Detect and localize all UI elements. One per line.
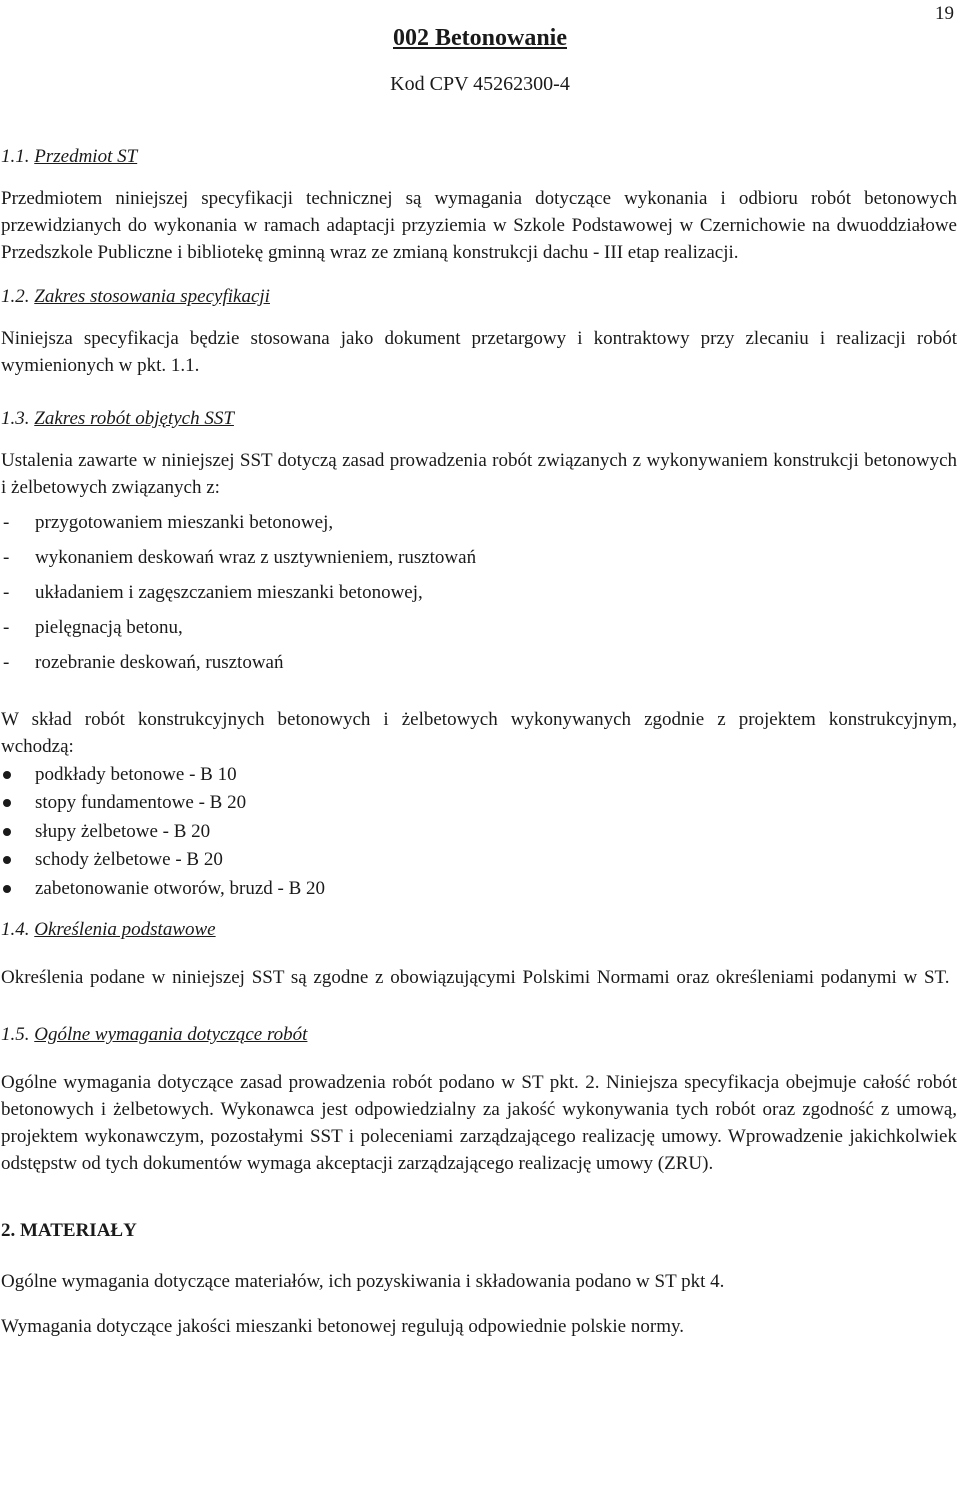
section-1-2-text: Niniejsza specyfikacja będzie stosowana jako dokument przetargowy i kontraktowy przy zlecaniu i realizacji robót wymienionych w pkt. 1.1. — [1, 328, 957, 376]
section-2-heading: 2. MATERIAŁY — [1, 1219, 137, 1241]
list-item: - pielęgnacją betonu, — [1, 614, 957, 649]
section-1-3-text-2: W skład robót konstrukcyjnych betonowych i żelbetowych wykonywanych zgodnie z projektem konstrukcyjnym, wchodzą: — [1, 709, 957, 757]
section-1-4-heading — [1, 916, 957, 943]
section-1-3-title: Zakres robót objętych SST — [34, 408, 234, 429]
section-1-5-text: Ogólne wymagania dotyczące zasad prowadzenia robót podano w ST pkt. 2. Niniejsza specyfikacja obejmuje całość robót betonowych i żelbetowych. Wykonawca jest odpowiedzialny za jakość wykonywania tych robót oraz zgodność z umową, projektem wykonawczym, pozostałymi SST i poleceniami zarządzającego realizację umowy. Wprowadzenie jakichkolwiek odstępstw od tych dokumentów wymaga akceptacji zarządzającego realizację umowy (ZRU). — [1, 1071, 957, 1174]
section-1-1-number: 1.1. — [1, 146, 30, 167]
section-1-5-number: 1.5. — [1, 1023, 30, 1045]
section-1-2-number: 1.2. — [1, 286, 30, 307]
section-2-text-2: Wymagania dotyczące jakości mieszanki betonowej regulują odpowiednie polskie normy. — [1, 1315, 684, 1337]
section-1-2-heading — [1, 283, 957, 310]
list-item: zabetonowanie otworów, bruzd - B 20 — [1, 875, 957, 903]
section-1-5-title: Ogólne wymagania dotyczące robót — [34, 1023, 308, 1045]
section-1-3-heading — [1, 405, 957, 432]
list-item: - wykonaniem deskowań wraz z usztywnieniem, rusztowań — [1, 544, 957, 579]
list-item: schody żelbetowe - B 20 — [1, 846, 957, 874]
scope-dash-list — [1, 509, 957, 684]
page-number: 19 — [935, 3, 954, 24]
section-1-1-text: Przedmiotem niniejszej specyfikacji technicznej są wymagania dotyczące wykonania i odbioru robót betonowych przewidzianych do wykonania w ramach adaptacji przyziemia w Szkole Podstawowej w Czernichowie na dwuoddziałowe Przedszkole Publiczne i bibliotekę gminną wraz ze zmianą konstrukcji dachu - III etap realizacji. — [1, 188, 957, 263]
section-1-3-text: Ustalenia zawarte w niniejszej SST dotyczą zasad prowadzenia robót związanych z wykonywaniem konstrukcji betonowych i żelbetowych związanych z: — [1, 450, 957, 498]
document-subtitle: Kod CPV 45262300-4 — [390, 73, 570, 95]
list-item: - układaniem i zagęszczaniem mieszanki betonowej, — [1, 579, 957, 614]
list-item: słupy żelbetowe - B 20 — [1, 818, 957, 846]
section-1-3-number: 1.3. — [1, 408, 30, 429]
section-2-text-1: Ogólne wymagania dotyczące materiałów, ich pozyskiwania i składowania podano w ST pkt 4. — [1, 1270, 725, 1292]
document-body — [1, 143, 957, 1340]
section-1-4-number: 1.4. — [1, 918, 30, 940]
section-1-4-title: Określenia podstawowe — [34, 918, 216, 940]
list-item: - przygotowaniem mieszanki betonowej, — [1, 509, 957, 544]
list-item: stopy fundamentowe - B 20 — [1, 789, 957, 817]
section-1-5-heading — [1, 1021, 957, 1048]
concrete-classes-list — [1, 761, 957, 903]
list-item: podkłady betonowe - B 10 — [1, 761, 957, 789]
section-1-2-title: Zakres stosowania specyfikacji — [34, 286, 270, 307]
section-1-1-title: Przedmiot ST — [34, 146, 138, 167]
section-1-4-text: Określenia podane w niniejszej SST są zgodne z obowiązującymi Polskimi Normami oraz określeniami podanymi w ST. — [1, 966, 950, 988]
document-title: 002 Betonowanie — [393, 25, 567, 51]
list-item: - rozebranie deskowań, rusztowań — [1, 649, 957, 684]
section-1-1-heading — [1, 143, 957, 170]
